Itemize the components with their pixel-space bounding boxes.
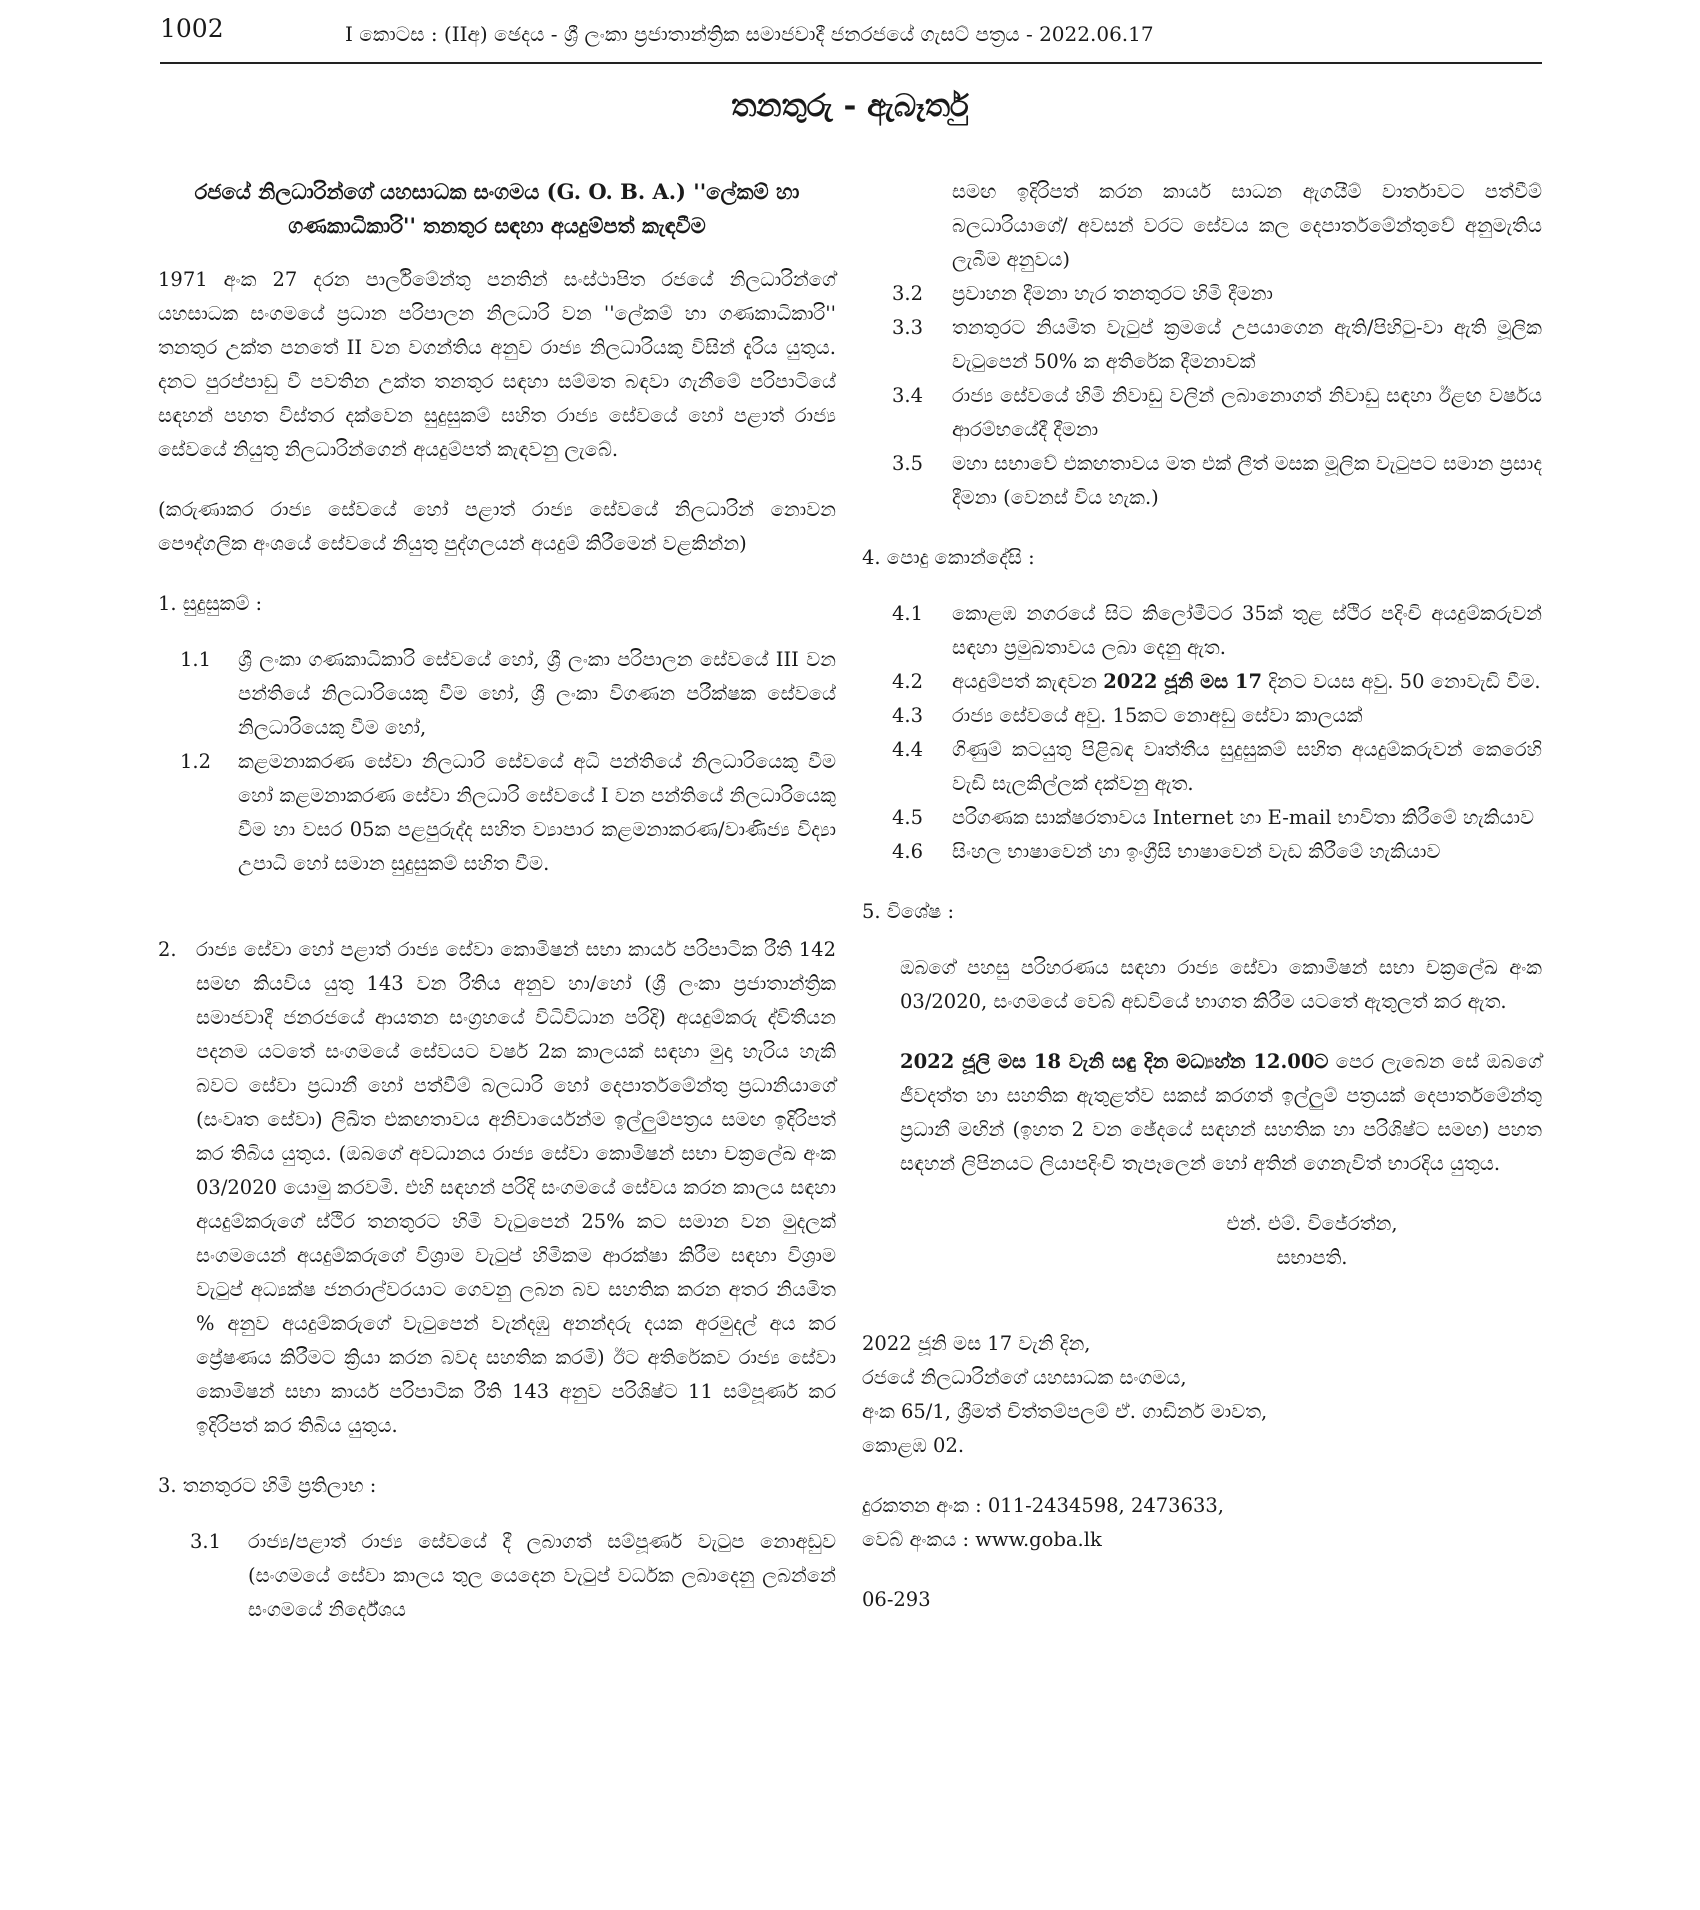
list-item [862, 311, 1542, 379]
item-text: රාජ්‍ය සේවයේ අවු. 15කට නොඅඩු සේවා කාලයක් [952, 704, 1363, 727]
section-title: තනතුරු - ඇබෑර්තු [731, 88, 969, 124]
list-item [158, 745, 836, 881]
list-item [158, 1525, 836, 1627]
reference-number: 06-293 [862, 1588, 931, 1611]
item-number: 4.5 [892, 806, 924, 829]
item-number: 3.3 [892, 316, 924, 339]
item-text-a: අයදුම්පත් කැඳවන [952, 670, 1104, 693]
intro-paragraph: 1971 අංක 27 දරන පාර්ලිමේන්තු පනතින් සංස්ථාපිත රජයේ නිලධාරින්ගේ යහසාධක සංගමයේ ප්‍රධාන පරිපාලන නිලධාරි වන ''ලේකම් හා ගණකාධිකාරි'' තනතුර උක්ත පනතේ II වන වගන්තිය අනුව රාජ්‍ය නිලධාරියකු විසින් දැරිය යුතුය. දනට පුරප්පාඩු වී පවතින උක්ත තනතුර සඳහා සම්මත බඳවා ගැනීමේ පරිපාටියේ සඳහන් පහත විස්තර දක්වෙන සුදුසුකම් සහිත රාජ්‍ය සේවයේ හෝ පළාත් රාජ්‍ය සේවයේ නියුතු නිලධාරින්ගෙන් අයදුම්පත් කැඳවනු ලැබේ. [158, 268, 836, 461]
list-item [862, 835, 1542, 869]
list-item [862, 733, 1542, 801]
list-item [862, 665, 1542, 699]
list-item [862, 597, 1542, 665]
address-line: අංක 65/1, ශ්‍රීමත් චිත්තම්පලම් ඒ. ගාඩිනර් මාවත, [862, 1400, 1268, 1423]
item-text: රාජ්‍ය සේවා හෝ පළාත් රාජ්‍ය සේවා කොමිෂන් සභා කාර්ය පරිපාටික රීති 142 සමඟ කියවිය යුතු 143 වන රීතිය අනුව හා/හෝ (ශ්‍රී ලංකා ප්‍රජාතාන්ත්‍රික සමාජවාදී ජනරජයේ ආයතන සංග්‍රහයේ විධිවිධාන පරිදි) අයදුම්කරු ද්විතීයන පදනම යටතේ සංගමයේ සේවයට වර්ෂ 2ක කාලයක් සඳහා මුදා හැරිය හැකි බවට සේවා ප්‍රධානී හෝ පත්වීම් බලධාරි හෝ දෙපාර්තමේන්තු ප්‍රධානියාගේ (සංවෘත සේවා) ලිඛිත එකඟතාවය අනිවාර්යෙන්ම ඉල්ලුම්පත්‍රය සමඟ ඉදිරිපත් කර තිබිය යුතුය. (ඔබගේ අවධානය රාජ්‍ය සේවා කොමිෂන් සභා චක්‍රලේඛ අංක 03/2020 යොමු කරවමි. එහි සඳහන් පරිදි සංගමයේ සේවය කරන කාලය සඳහා අයදුම්කරුගේ ස්ථිර තනතුරට හිමි වැටුපෙන් 25% කට සමාන වන මුදලක් සංගමයෙන් අයදුම්කරුගේ විශ්‍රාම වැටුප් හිමිකම ආරක්ෂා කිරීම සඳහා විශ්‍රාම වැටුප් අධ්‍යක්ෂ ජනරාල්වරයාට ගෙවනු ලබන බව සහතික කරන අතර නියමිත % අනුව අයදුම්කරුගේ වැටුපෙන් වැන්දඹු අනන්දරු දයක අරමුදල් අය කර ප්‍රේෂණය කිරීමට ක්‍රියා කරන බවද සහතික කරමි) ඊට අතිරේකව රාජ්‍ය සේවා කොමිෂන් සභා කාර්ය පරිපාටික රීති 143 අනුව පරිශිෂ්ට 11 සම්පූර්ණ කර ඉදිරිපත් කර තිබිය යුතුය. [196, 938, 836, 1437]
item-text: රාජ්‍ය/පළාත් රාජ්‍ය සේවයේ දී ලබාගත් සම්පූර්ණ වැටුප නොඅඩුව (සංගමයේ සේවා කාලය තුල යෙදෙන වැටුප් වර්ධක ලබාදෙනු ලබන්නේ සංගමයේ නිර්දේශය [248, 1530, 836, 1621]
list-item [862, 447, 1542, 515]
left-column [158, 175, 836, 1627]
item-text: තනතුරට නියමිත වැටුප් ක්‍රමයේ උපයාගෙන ඇති/පිහිටු-වා ඇති මූලික වැටුපෙන් 50% ක අතිරේක දීමනාවක් [952, 316, 1542, 373]
item-date: 2022 ජූනි මස 17 [1103, 670, 1263, 693]
item-text-c: දිනට වයස අවු. 50 නොවැඩි වීම. [1262, 670, 1541, 693]
item-text: කළමනාකරණ සේවා නිලධාරි සේවයේ අධි පන්තියේ නිලධාරියෙකු වීම හෝ කළමනාකරණ සේවා නිලධාරි සේවයේ I වන පන්තියේ නිලධාරියෙකු වීම හා වසර 05ක පළපුරුද්ද සහිත ව්‍යාපාර කළමනාකරණ/වාණිජ්‍ය විද්‍යා උපාධි හෝ සමාන සුදුසුකම් සහිත වීම. [238, 750, 836, 875]
item-text: මහා සභාවේ එකඟතාවය මත එක් ලීත් මසක මූලික වැටුපට සමාන ප්‍රසාද දීමනා (වෙනස් විය හැක.) [952, 452, 1542, 509]
list-item [862, 277, 1542, 311]
special-paragraph-2 [862, 1045, 1542, 1181]
list-item [862, 379, 1542, 447]
section-3-heading: 3. තනතුරට හිමි ප්‍රතිලාභ : [158, 1474, 377, 1497]
item-text: කොළඹ නගරයේ සිට කිලෝමීටර 35ක් තුළ ස්ථිර පදිංචි අයදුම්කරුවන් සඳහා ප්‍රමුඛතාවය ලබා දෙනු ඇත. [952, 602, 1542, 659]
item-number: 4.6 [892, 840, 924, 863]
header-rule [160, 62, 1542, 64]
item-number: 2. [158, 938, 177, 961]
signatory-name: එන්. එම්. විජේරත්න, [1226, 1212, 1398, 1235]
section-1-heading: 1. සුදුසුකම් : [158, 592, 263, 615]
item-text: ගිණුම් කටයුතු පිළිබඳ වෘත්තීය සුදුසුකම් සහිත අයදුම්කරුවන් කෙරෙහි වැඩි සැලකිල්ලක් දක්වනු ඇත. [952, 738, 1542, 795]
item-number: 4.2 [892, 670, 924, 693]
phone-numbers: දුරකතන අංක : 011-2434598, 2473633, [862, 1494, 1224, 1517]
section-4-heading: 4. පොදු කොන්දේසි : [862, 546, 1035, 569]
item-text: සිංහල භාෂාවෙන් හා ඉංග්‍රීසි භාෂාවෙන් වැඩ කිරීමේ හැකියාව [952, 840, 1441, 863]
list-item [862, 699, 1542, 733]
item-number: 4.3 [892, 704, 924, 727]
item-text [952, 665, 1542, 699]
item-3-1-continued: සමඟ ඉදිරිපත් කරන කාර්ය සාධන ඇගයීම් වාර්තාවට පත්වීම් බලධාරියාගේ/ අවසන් වරට සේවය කල දෙපාර්තමේන්තුවේ අනුමැතිය ලැබීම අනුවය) [952, 180, 1542, 271]
special-paragraph-2-text: පෙර ලැබෙන සේ ඔබගේ ජීවදත්ත හා සහතික ඇතුළත්ව සකස් කරගත් ඉල්ලුම් පත්‍රයක් දෙපාර්තමේන්තු ප්‍රධානී මඟින් (ඉහත 2 වන ඡේදයේ සඳහන් සහතික හා පරිශිෂ්ට සමඟ) පහත සඳහන් ලිපිනයට ලියාපදිංචි තැපෑලෙන් හෝ අතින් ගෙනැවිත් භාරදිය යුතුය. [900, 1050, 1542, 1175]
section-2 [158, 933, 836, 1443]
list-item [158, 643, 836, 745]
item-text: රාජ්‍ය සේවයේ හිමි නිවාඩු වලින් ලබානොගත් නිවාඩු සඳහා ඊළඟ වර්ෂය ආරම්භයේදී දීමනා [952, 384, 1542, 441]
address-line: 2022 ජූනි මස 17 වැනි දින, [862, 1332, 1091, 1355]
item-number: 3.1 [190, 1530, 222, 1553]
running-head: I කොටස : (IIඅ) ඡෙදය - ශ්‍රී ලංකා ප්‍රජාතාන්ත්‍රික සමාජවාදී ජනරජයේ ගැසට් පත්‍රය - 2022.06.17 [345, 22, 1154, 46]
item-number: 4.1 [892, 602, 924, 625]
item-number: 1.2 [180, 750, 212, 773]
deadline: 2022 ජූලි මස 18 වැනි සඳු දින මධ්‍යහ්න 12.00ට [900, 1050, 1329, 1073]
address-line: කොළඹ 02. [862, 1434, 965, 1457]
note-paragraph: (කරුණාකර රාජ්‍ය සේවයේ හෝ පළාත් රාජ්‍ය සේවයේ නිලධාරින් නොවන පෞද්ගලික අංශයේ සේවයේ නියුතු පුද්ගලයන් අයදුම් කිරීමෙන් වළකින්න) [158, 498, 836, 555]
item-text: ප්‍රවාහන දීමනා හැර තනතුරට හිමි දීමනා [952, 282, 1273, 305]
address-line: රජයේ නිලධාරින්ගේ යහසාධක සංගමය, [862, 1366, 1187, 1389]
signatory-title: සභාපති. [1276, 1246, 1348, 1269]
item-number: 4.4 [892, 738, 924, 761]
website: වෙබ් අංකය : www.goba.lk [862, 1528, 1102, 1551]
page-number: 1002 [160, 14, 224, 43]
item-number: 3.5 [892, 452, 924, 475]
notice-heading: රජයේ නිලධාරින්ගේ යහසාධක සංගමය (G. O. B. A.) ''ලේකම් හා ගණකාධිකාරි'' තනතුර සඳහා අයදුම්පත් කැඳවීම [194, 179, 800, 238]
item-number: 3.4 [892, 384, 924, 407]
section-5-heading: 5. විශේෂ : [862, 900, 955, 923]
special-paragraph-1: ඔබගේ පහසු පරිහරණය සඳහා රාජ්‍ය සේවා කොමිෂන් සභා චක්‍රලේඛ අංක 03/2020, සංගමයේ වෙබ් අඩවියේ භාගත කිරීම යටතේ ඇතුලත් කර ඇත. [900, 956, 1542, 1013]
item-number: 3.2 [892, 282, 924, 305]
item-number: 1.1 [180, 648, 212, 671]
list-item [862, 801, 1542, 835]
right-column [862, 175, 1542, 1617]
item-text: පරිගණක සාක්ෂරතාවය Internet හා E-mail භාවිතා කිරීමේ හැකියාව [952, 806, 1535, 829]
item-text: ශ්‍රී ලංකා ගණකාධිකාරි සේවයේ හෝ, ශ්‍රී ලංකා පරිපාලන සේවයේ III වන පන්තියේ නිලධාරියෙකු වීම හෝ, ශ්‍රී ලංකා විගණන පරීක්ෂක සේවයේ නිලධාරියෙකු වීම හෝ, [238, 648, 836, 739]
